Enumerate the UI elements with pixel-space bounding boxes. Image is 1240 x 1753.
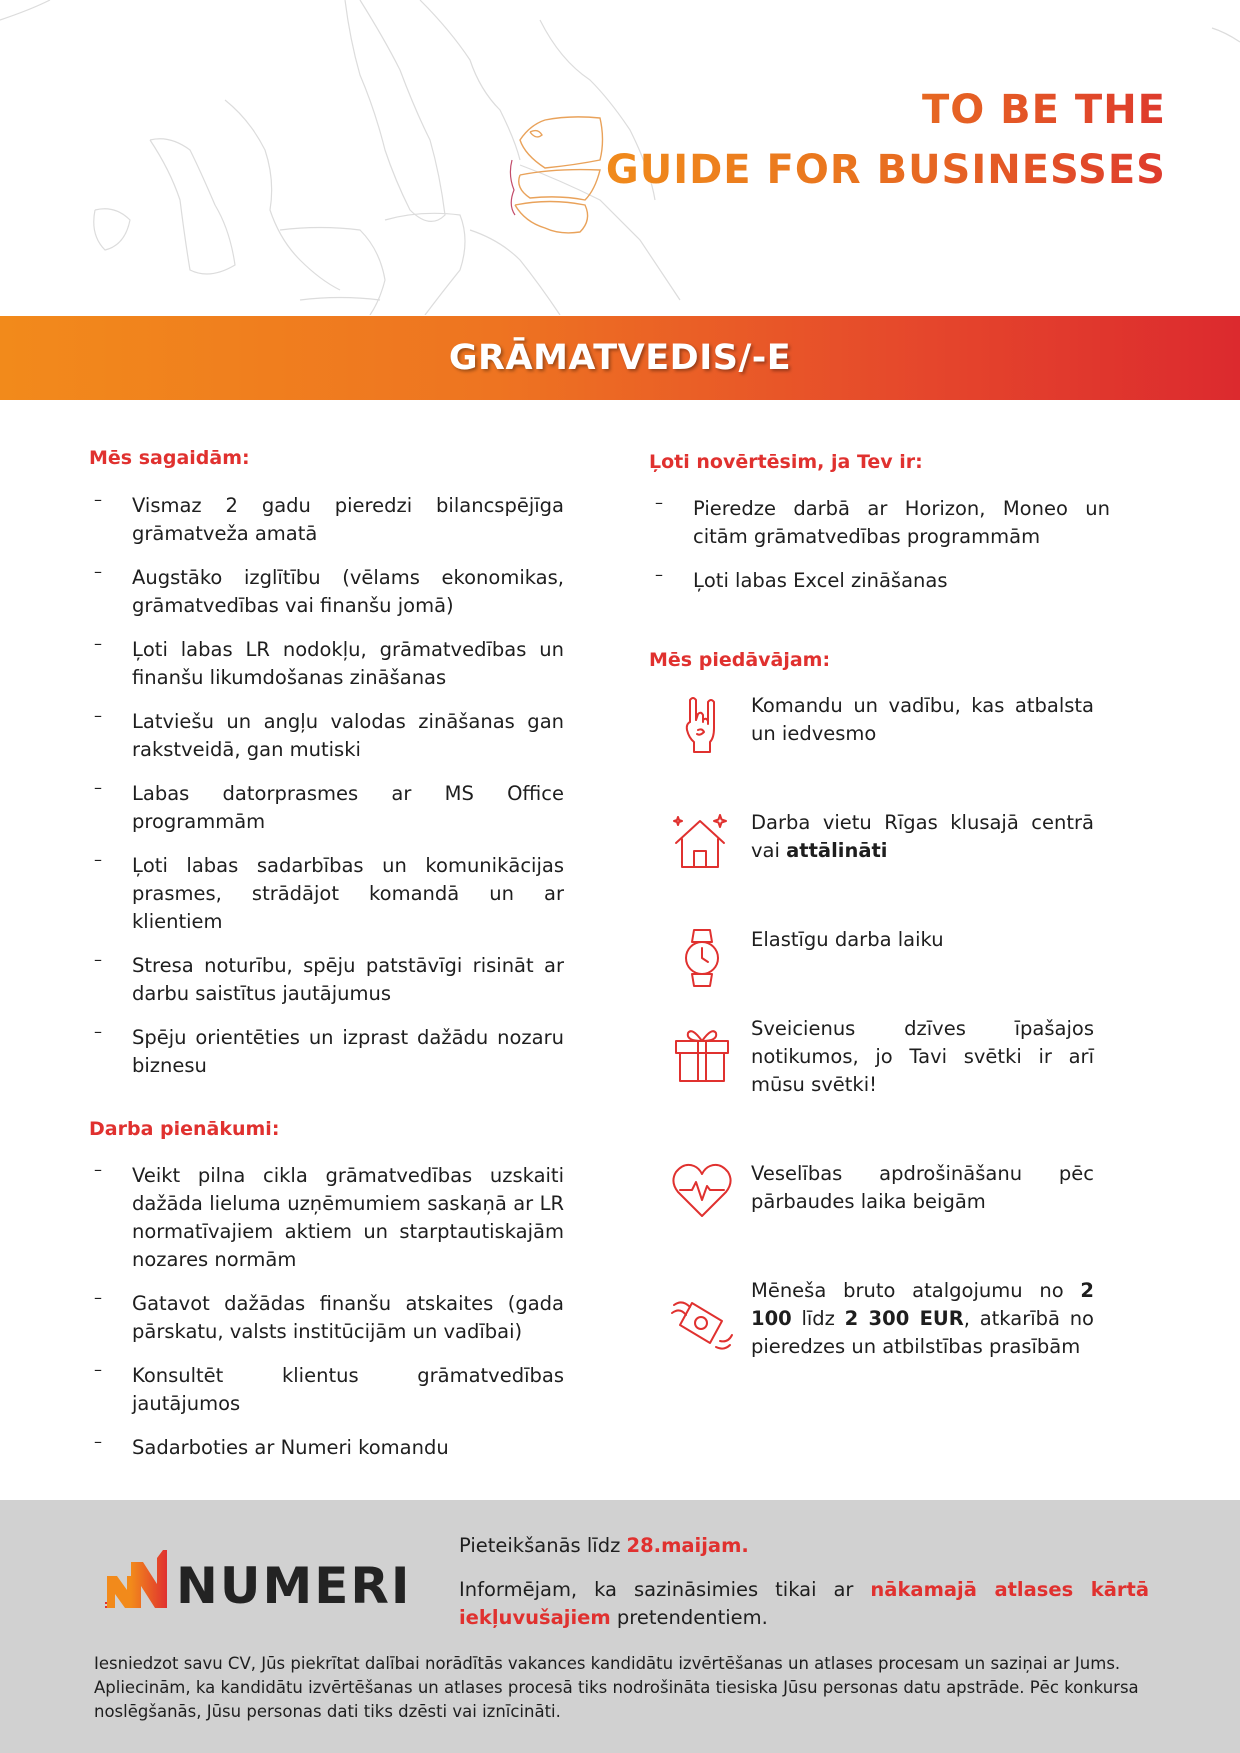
home-sparkle-icon (670, 809, 734, 873)
offer-heading: Mēs piedāvājam: (649, 649, 831, 671)
list-item: – Ļoti labas sadarbības un komunikācijas prasmes, strādājot komandā un ar klientiem (94, 850, 564, 933)
list-item: – Konsultēt klientus grāmatvedības jautājumos (94, 1360, 564, 1415)
hero-line-2: GUIDE FOR BUSINESSES (605, 147, 1166, 193)
offer-text: Mēneša bruto atalgojumu no 2 100 līdz 2 300 EUR, atkarībā no pieredzes un atbilstības prasībām (751, 1279, 1094, 1358)
bonus-list (649, 495, 1110, 611)
watch-icon (670, 926, 734, 990)
offer-text: Darba vietu Rīgas klusajā centrā vai attālināti (751, 811, 1094, 862)
list-item: – Gatavot dažādas finanšu atskaites (gada pārskatu, valsts institūcijām un vadībai) (94, 1288, 564, 1343)
deadline-line: Pieteikšanās līdz 28.maijam. (459, 1534, 749, 1557)
job-title: GRĀMATVEDIS/-E (448, 338, 792, 378)
requirements-list (88, 492, 564, 1096)
list-item: – Pieredze darbā ar Horizon, Moneo un citām grāmatvedības programmām (655, 493, 1110, 548)
hero-line-1: TO BE THE (921, 87, 1166, 133)
list-item: – Vismaz 2 gadu pieredzi bilancspējīga grāmatveža amatā (94, 490, 564, 545)
offer-item-team (670, 692, 1095, 762)
rock-hand-icon (670, 692, 734, 756)
list-item: – Sadarboties ar Numeri komandu (94, 1432, 449, 1459)
job-title-banner (0, 316, 1240, 400)
list-item: – Spēju orientēties un izprast dažādu nozaru biznesu (94, 1022, 564, 1077)
offer-item-hours (670, 926, 1095, 996)
duties-list (88, 1162, 564, 1478)
bonus-heading: Ļoti novērtēsim, ja Tev ir: (649, 451, 923, 473)
duties-heading: Darba pienākumi: (89, 1118, 280, 1140)
offer-item-salary (670, 1277, 1095, 1367)
list-item: – Ļoti labas Excel zināšanas (655, 565, 948, 592)
offer-text: Elastīgu darba laiku (751, 928, 944, 951)
gift-icon (670, 1021, 734, 1085)
list-item: – Veikt pilna cikla grāmatvedības uzskaiti dažāda lieluma uzņēmumiem saskaņā ar LR normatīvajiem aktiem un starptautiskajām nozares normām (94, 1160, 564, 1271)
offer-item-workplace (670, 809, 1095, 879)
offer-text: Komandu un vadību, kas atbalsta un iedvesmo (751, 694, 1094, 745)
privacy-disclaimer: Iesniedzot savu CV, Jūs piekrītat dalībai norādītās vakances kandidātu izvērtēšanas un atlases procesam un saziņai ar Jums. Apliecinām, ka kandidātu izvērtēšanas un atlases procesā tiks nodrošināta tiesiska Jūsu personas datu apstrāde. Pēc konkursa noslēgšanās, Jūsu personas dati tiks dzēsti vai iznīcināti. (94, 1654, 1139, 1721)
hero-slogan (606, 80, 1166, 200)
list-item: – Labas datorprasmes ar MS Office programmām (94, 778, 564, 833)
heart-pulse-icon (670, 1158, 734, 1222)
offer-text: Sveicienus dzīves īpašajos notikumos, jo Tavi svētki ir arī mūsu svētki! (751, 1017, 1094, 1096)
list-item: – Ļoti labas LR nodokļu, grāmatvedības un finanšu likumdošanas zināšanas (94, 634, 564, 689)
notice-line: Informējam, ka sazināsimies tikai ar nākamajā atlases kārtā iekļuvušajiem pretendentiem. (459, 1578, 1149, 1629)
list-item: – Stresa noturību, spēju patstāvīgi risināt ar darbu saistītus jautājumus (94, 950, 564, 1005)
offer-text: Veselības apdrošināšanu pēc pārbaudes laika beigām (751, 1162, 1094, 1213)
requirements-heading: Mēs sagaidām: (89, 447, 250, 469)
flying-money-icon (670, 1291, 734, 1355)
list-item: – Augstāko izglītību (vēlams ekonomikas, grāmatvedības vai finanšu jomā) (94, 562, 564, 617)
offer-item-celebrations (670, 1015, 1095, 1115)
logo-wordmark: NUMERI (176, 1557, 412, 1615)
list-item: – Latviešu un angļu valodas zināšanas gan rakstveidā, gan mutiski (94, 706, 564, 761)
offer-item-insurance (670, 1160, 1095, 1230)
